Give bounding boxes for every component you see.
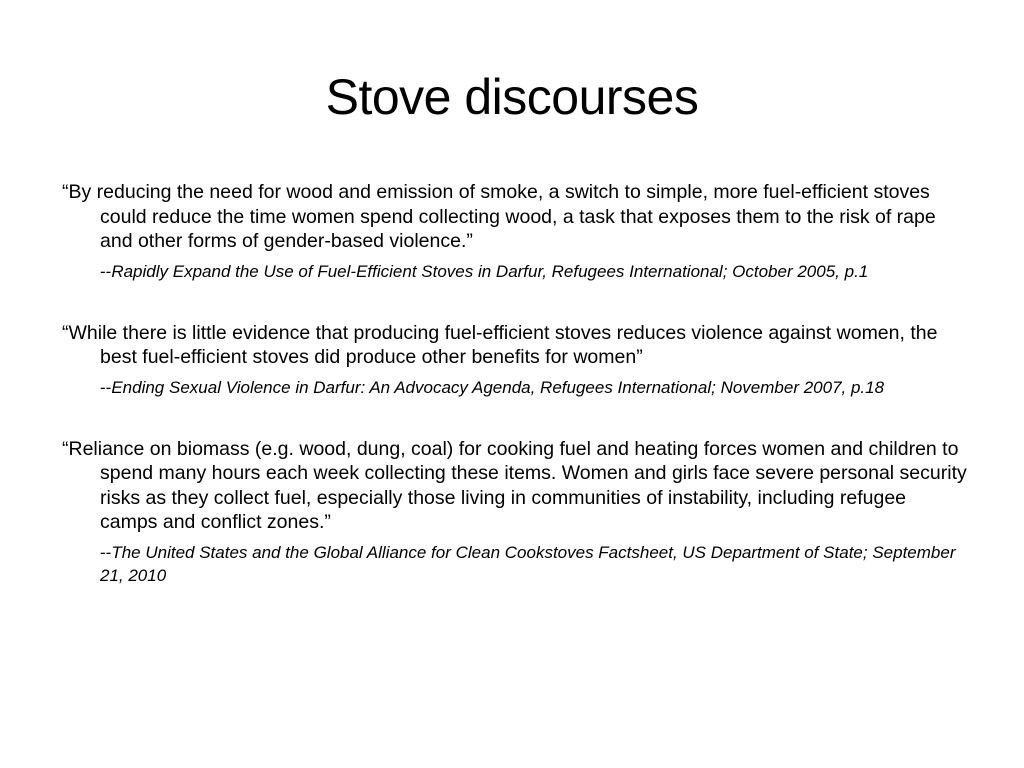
quote-text: “While there is little evidence that producing fuel-efficient stoves reduces violence against women, the best fuel-efficient stoves did produce other benefits for women” — [62, 321, 938, 368]
quote-citation — [100, 376, 967, 399]
citation-dash: -- — [100, 377, 112, 397]
quote-text: “Reliance on biomass (e.g. wood, dung, coal) for cooking fuel and heating forces women and children to spend many hours each week collecting these items. Women and girls face severe personal security risks as they collect fuel, especially those living in communities of instability, including refugee camps and conflict zones.” — [62, 437, 967, 533]
citation-source: Rapidly Expand the Use of Fuel-Efficient Stoves in Darfur, Refugees International; October 2005, p.1 — [111, 261, 869, 281]
quote-block-2 — [62, 321, 967, 399]
quote-block-3 — [62, 437, 967, 587]
citation-dash: -- — [100, 261, 112, 281]
quote-block-1 — [62, 180, 967, 283]
quote-citation — [100, 541, 967, 587]
slide-body — [62, 180, 967, 625]
citation-source: Ending Sexual Violence in Darfur: An Advocacy Agenda, Refugees International; November 2007, p.18 — [111, 377, 885, 397]
quote-text: “By reducing the need for wood and emission of smoke, a switch to simple, more fuel-efficient stoves could reduce the time women spend collecting wood, a task that exposes them to the risk of rape and other forms of gender-based violence.” — [62, 181, 936, 252]
citation-dash: -- — [100, 542, 112, 562]
quote-citation — [100, 260, 967, 283]
citation-source: The United States and the Global Alliance for Clean Cookstoves Factsheet, US Department of State; September 21, 2010 — [100, 542, 956, 585]
slide-title: Stove discourses — [325, 69, 699, 125]
